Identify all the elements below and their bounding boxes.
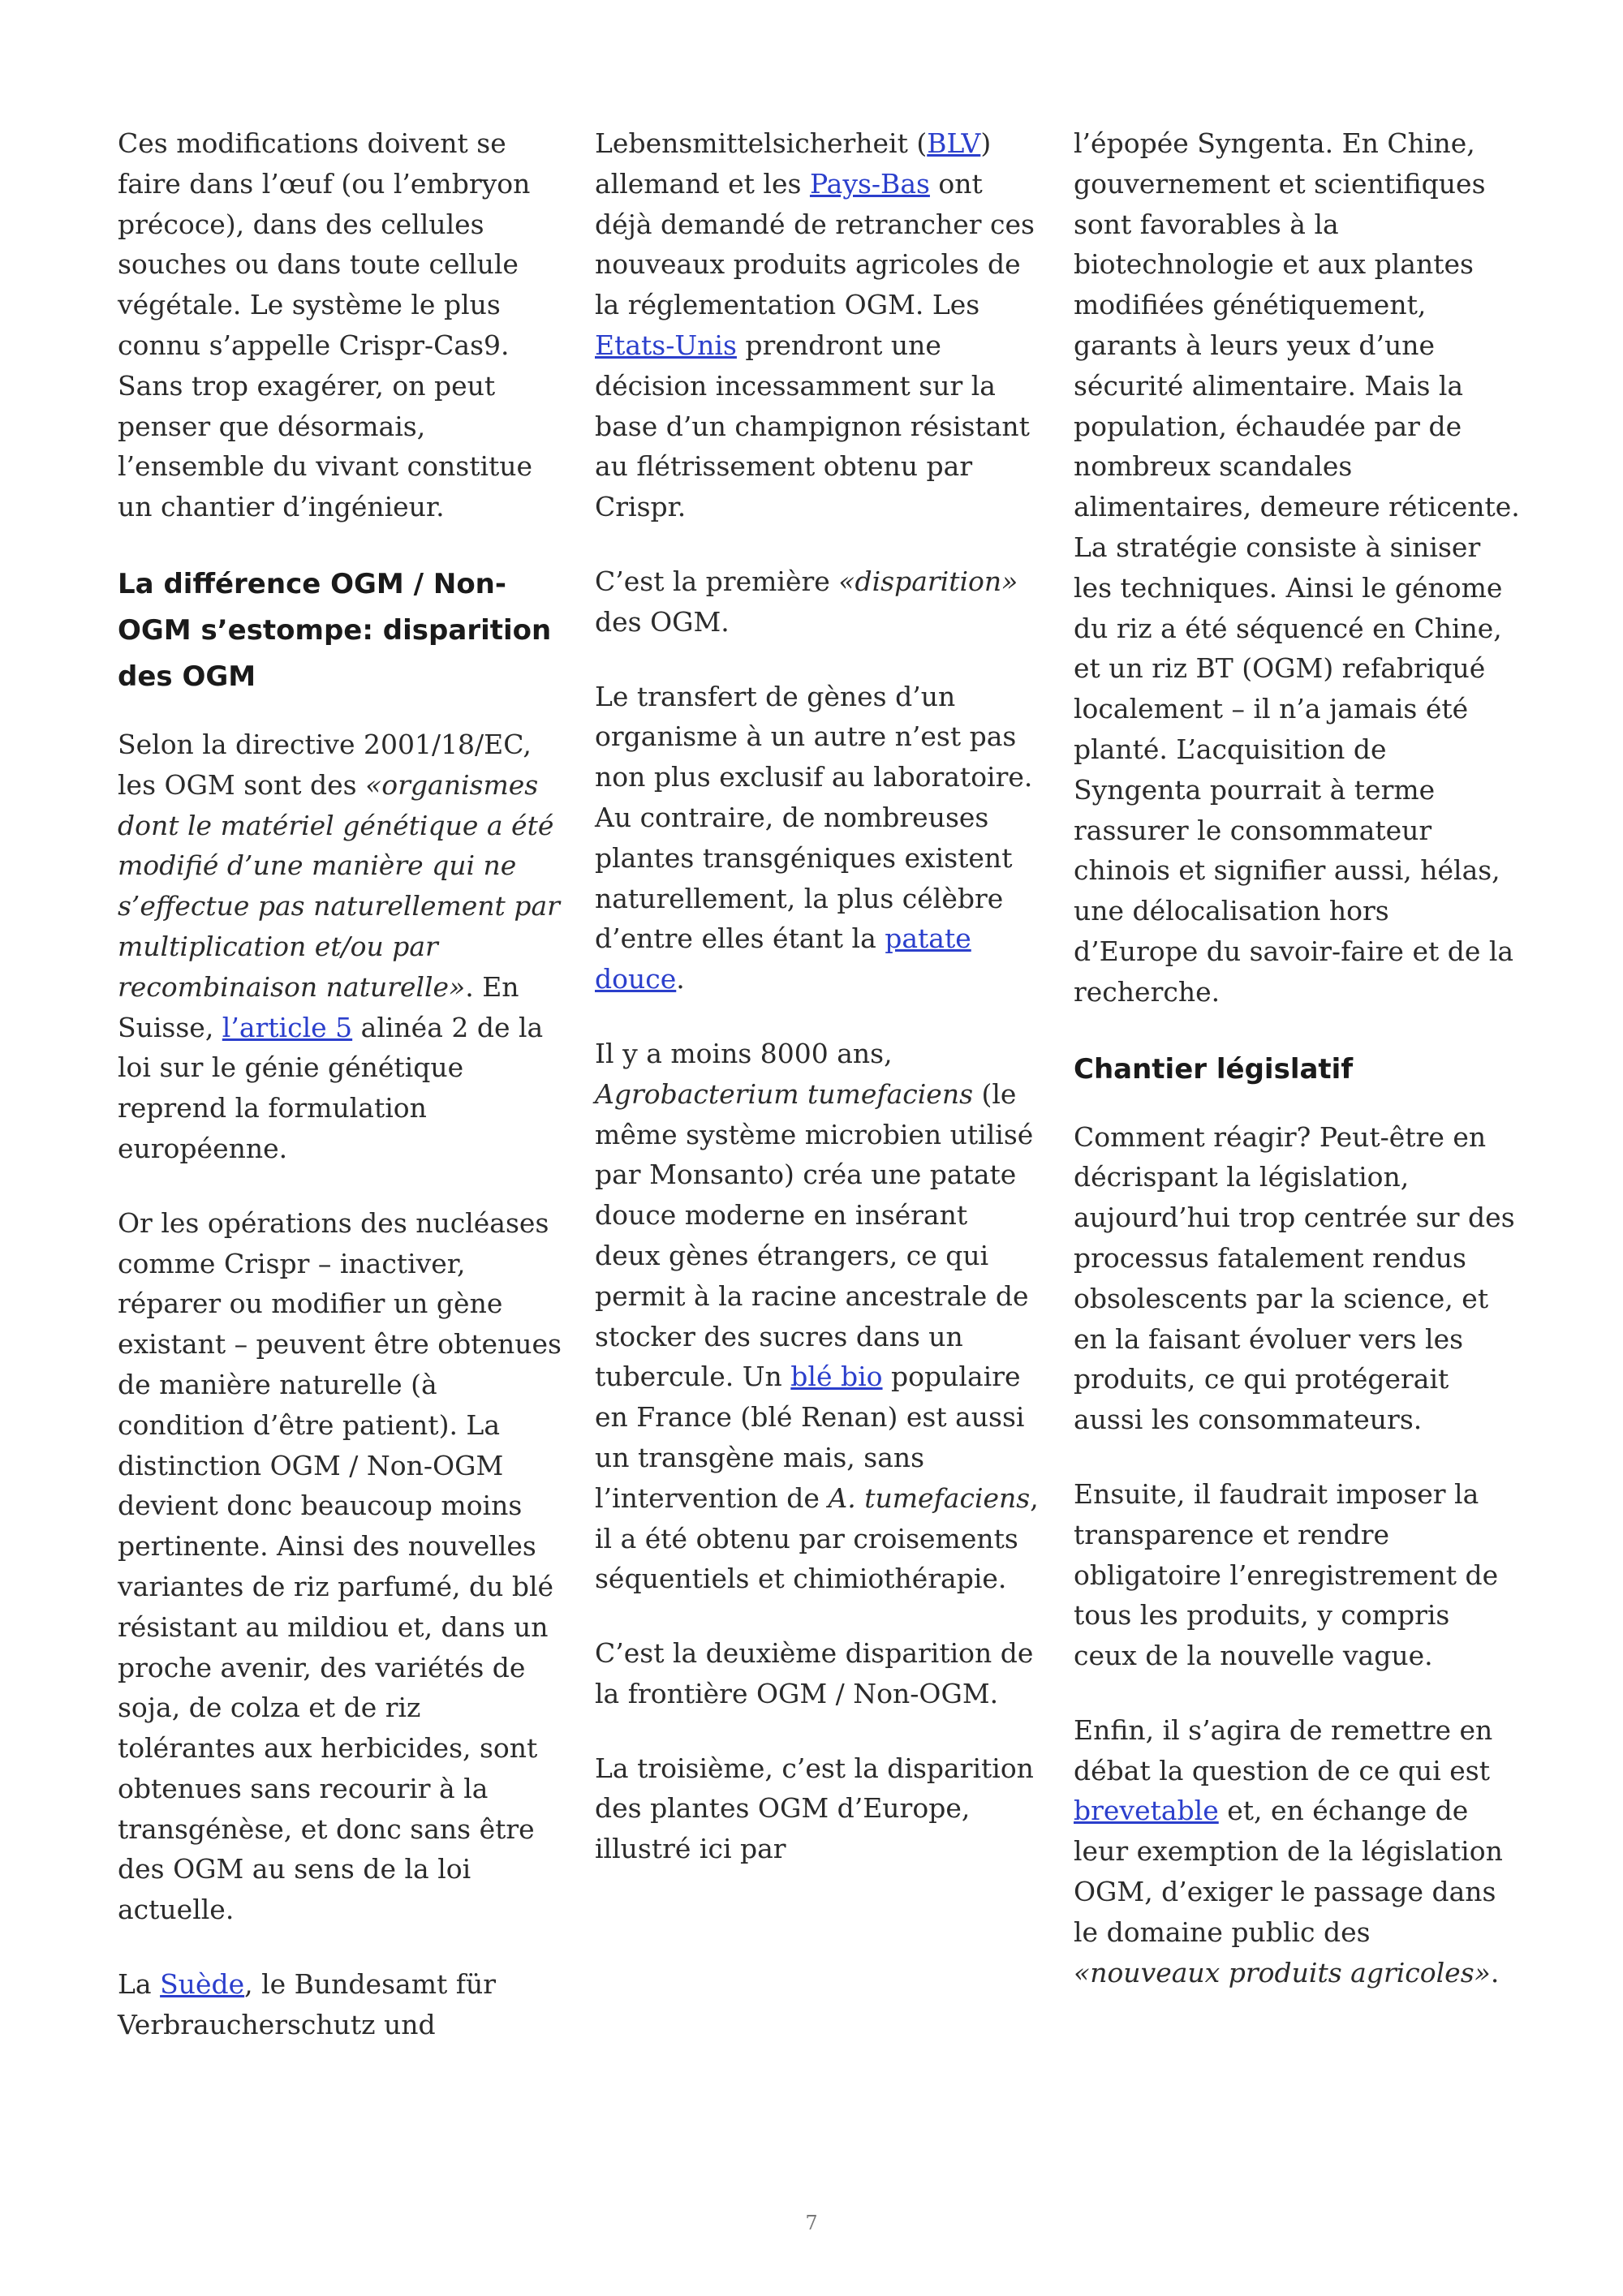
text-run: La <box>118 1968 161 2001</box>
text-run: prendront une décision incessamment sur la base d’un champignon résistant au flétrissement obtenu par Crispr. <box>595 329 1030 523</box>
text-run: . <box>676 963 685 995</box>
emphasis: A. tumefaciens <box>828 1481 1031 1514</box>
column-2 <box>595 123 1041 1903</box>
directive-quote: «organismes dont le matériel génétique a été modifié d’une manière qui ne s’effectue pas naturellement par multiplication et/ou par recombinaison naturelle» <box>118 768 560 1003</box>
emphasis: «nouveaux produits agricoles» <box>1074 1956 1491 1989</box>
page-number: 7 <box>805 2212 818 2234</box>
paragraph: Or les opérations des nucléases comme Crispr – inactiver, réparer ou modifier un gène existant – peuvent être obtenues de manière naturelle (à condition d’être patient). La distinction OGM / Non-OGM devient donc beaucoup moins pertinente. Ainsi des nouvelles variantes de riz parfumé, du blé résistant au mildiou et, dans un proche avenir, des variétés de soja, de colza et de riz tolérantes aux herbicides, sont obtenues sans recourir à la transgénèse, et donc sans être des OGM au sens de la loi actuelle. <box>118 1206 562 1926</box>
text-run: Il y a moins 8000 ans, <box>595 1037 893 1069</box>
text-run: et, en échange de leur exemption de la législation OGM, d’exiger le passage dans le domaine public des <box>1074 1795 1503 1948</box>
paragraph-directive <box>118 724 564 1169</box>
paragraph: Ensuite, il faudrait imposer la transparence et rendre obligatoire l’enregistrement de tous les produits, y compris ceux de la nouvelle vague. <box>1074 1477 1499 1672</box>
paragraph: l’épopée Syngenta. En Chine, gouvernement et scientifiques sont favorables à la biotechnologie et aux plantes modifiées génétiquement, garants à leurs yeux d’une sécurité alimentaire. Mais la population, échaudée par de nombreux scandales alimentaires, demeure réticente. La stratégie consiste à siniser les techniques. Ainsi le génome du riz a été séquencé en Chine, et un riz BT (OGM) refabriqué localement – il n’a jamais été planté. L’acquisition de Syngenta pourrait à terme rassurer le consommateur chinois et signifier aussi, hélas, une délocalisation hors d’Europe du savoir-faire et de la recherche. <box>1074 127 1520 1008</box>
paragraph <box>595 677 1041 1000</box>
text-run: ) allemand et les <box>595 127 992 200</box>
link-brevetable[interactable]: brevetable <box>1074 1795 1219 1827</box>
column-1 <box>118 123 564 2079</box>
text-run: Lebensmittelsicherheit ( <box>595 127 928 159</box>
paragraph: Ces modifications doivent se faire dans l’œuf (ou l’embryon précoce), dans des cellules souches ou dans toute cellule végétale. Le système le plus connu s’appelle Crispr-Cas9. Sans trop exagérer, on peut penser que désormais, l’ensemble du vivant constitue un chantier d’ingénieur. <box>118 127 533 523</box>
text-run: ont déjà demandé de retrancher ces nouveaux produits agricoles de la réglementation OGM. Les <box>595 167 1035 321</box>
text-run: Le transfert de gènes d’un organisme à un autre n’est pas non plus exclusif au laboratoire. Au contraire, de nombreuses plantes transgéniques existent naturellement, la plus célèbre d’entre elles étant la <box>595 680 1033 955</box>
paragraph <box>595 1034 1041 1599</box>
emphasis: «disparition» <box>838 565 1018 597</box>
paragraph <box>595 561 1041 643</box>
link-ble-bio[interactable]: blé bio <box>790 1361 883 1393</box>
paragraph: La troisième, c’est la disparition des plantes OGM d’Europe, illustré ici par <box>595 1752 1034 1865</box>
text-run: (le même système microbien utilisé par Monsanto) créa une patate douce moderne en insérant deux gènes étrangers, ce qui permit à la racine ancestrale de stocker des sucres dans un tubercule. Un <box>595 1077 1034 1393</box>
link-article-5[interactable]: l’article 5 <box>222 1011 353 1043</box>
link-blv[interactable]: BLV <box>927 127 981 159</box>
paragraph <box>595 123 1041 527</box>
text-run: . <box>1490 1956 1500 1989</box>
section-heading-chantier-legislatif: Chantier législatif <box>1074 1052 1354 1086</box>
text-run: , le Bundesamt für Verbraucherschutz und <box>118 1968 496 2040</box>
emphasis: Agrobacterium tumefaciens <box>595 1077 974 1110</box>
paragraph <box>118 1964 564 2045</box>
text-run: alinéa 2 de la loi sur le génie génétique reprend la formulation européenne. <box>118 1011 544 1164</box>
text-run: populaire en France (blé Renan) est aussi un transgène mais, sans l’intervention de <box>595 1361 1025 1514</box>
text-run: , il a été obtenu par croisements séquentiels et chimiothérapie. <box>595 1481 1039 1595</box>
paragraph <box>1074 1710 1520 1993</box>
text-run: Selon la directive 2001/18/EC, les OGM sont des <box>118 728 532 801</box>
section-heading-ogm-difference: La différence OGM / Non-OGM s’estompe: disparition des OGM <box>118 567 552 693</box>
text-run: C’est la première <box>595 565 839 597</box>
link-etats-unis[interactable]: Etats-Unis <box>595 329 737 361</box>
column-3 <box>1074 123 1520 2027</box>
text-run: Enfin, il s’agira de remettre en débat la question de ce qui est <box>1074 1713 1493 1786</box>
link-suede[interactable]: Suède <box>160 1968 245 2001</box>
link-pays-bas[interactable]: Pays-Bas <box>809 167 930 200</box>
paragraph: C’est la deuxième disparition de la frontière OGM / Non-OGM. <box>595 1637 1034 1709</box>
text-run: . En Suisse, <box>118 970 519 1043</box>
text-run: des OGM. <box>595 605 730 638</box>
paragraph: Comment réagir? Peut-être en décrispant la législation, aujourd’hui trop centrée sur des processus fatalement rendus obsolescents par la science, et en la faisant évoluer vers les produits, ce qui protégerait aussi les consommateurs. <box>1074 1120 1515 1436</box>
link-patate-douce[interactable]: patate douce <box>595 922 971 995</box>
